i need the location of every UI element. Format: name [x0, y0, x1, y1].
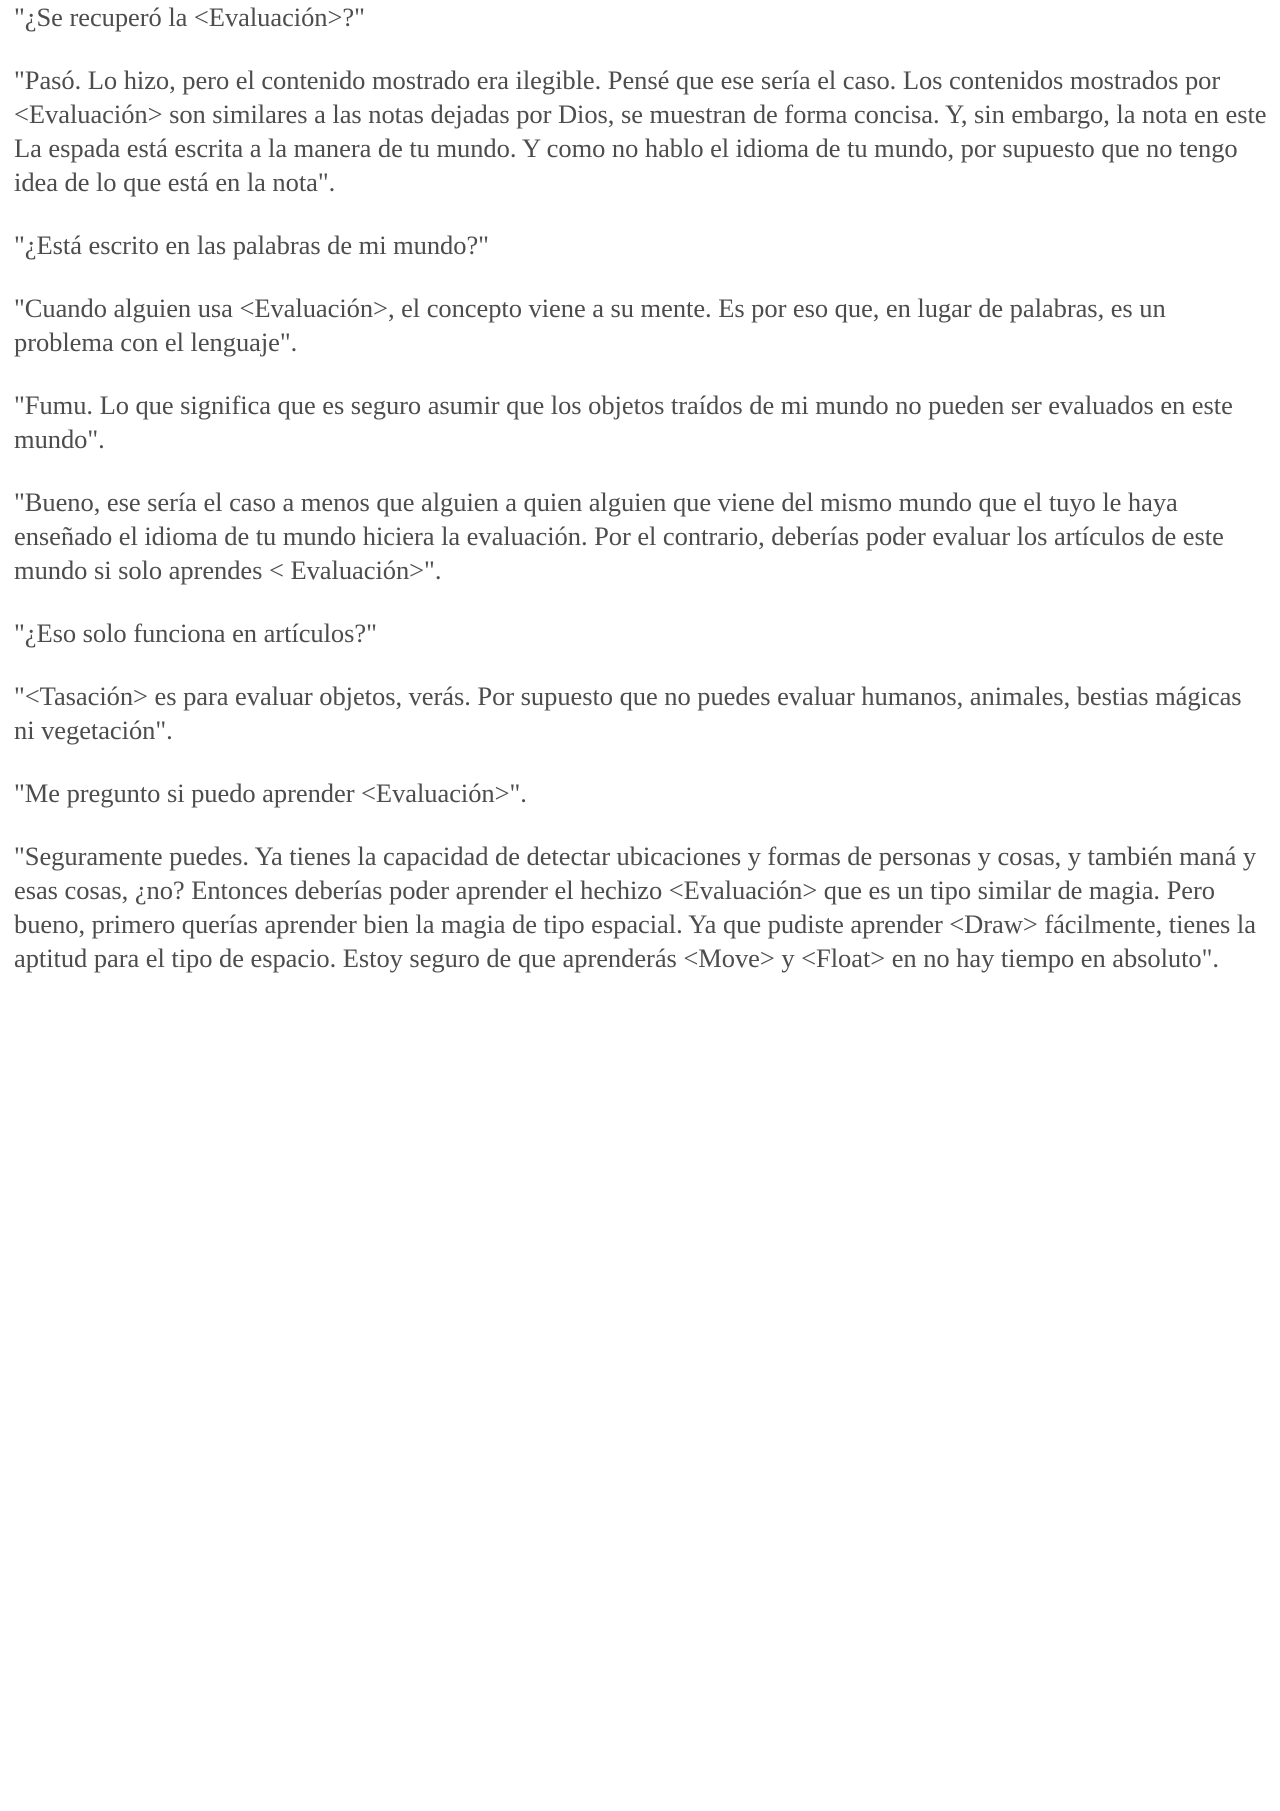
paragraph-6: "Bueno, ese sería el caso a menos que alguien a quien alguien que viene del mismo mundo que el tuyo le haya enseñado el idioma de tu mundo hiciera la evaluación. Por el contrario, deberías poder evaluar los artículos de este mundo si solo aprendes < Evaluación>".	[14, 487, 1224, 585]
paragraph-10: "Seguramente puedes. Ya tienes la capacidad de detectar ubicaciones y formas de personas y cosas, y también maná y esas cosas, ¿no? Entonces deberías poder aprender el hechizo <Evaluación> que es un tipo similar de magia. Pero bueno, primero querías aprender bien la magia de tipo espacial. Ya que pudiste aprender <Draw> fácilmente, tienes la aptitud para el tipo de espacio. Estoy seguro de que aprenderás <Move> y <Float> en no hay tiempo en absoluto".	[14, 841, 1257, 973]
paragraph-4: "Cuando alguien usa <Evaluación>, el concepto viene a su mente. Es por eso que, en lugar de palabras, es un problema con el lenguaje".	[14, 293, 1166, 357]
paragraph-7: "¿Eso solo funciona en artículos?"	[14, 618, 377, 648]
paragraph-8: "<Tasación> es para evaluar objetos, verás. Por supuesto que no puedes evaluar humanos, animales, bestias mágicas ni vegetación".	[14, 681, 1242, 745]
paragraph-1: "¿Se recuperó la <Evaluación>?"	[14, 2, 365, 32]
paragraph-2: "Pasó. Lo hizo, pero el contenido mostrado era ilegible. Pensé que ese sería el caso. Los contenidos mostrados por <Evaluación> son similares a las notas dejadas por Dios, se muestran de forma concisa. Y, sin embargo, la nota en este La espada está escrita a la manera de tu mundo. Y como no hablo el idioma de tu mundo, por supuesto que no tengo idea de lo que está en la nota".	[14, 65, 1267, 197]
paragraph-5: "Fumu. Lo que significa que es seguro asumir que los objetos traídos de mi mundo no pueden ser evaluados en este mundo".	[14, 390, 1233, 454]
paragraph-9: "Me pregunto si puedo aprender <Evaluación>".	[14, 778, 527, 808]
paragraph-3: "¿Está escrito en las palabras de mi mundo?"	[14, 230, 489, 260]
